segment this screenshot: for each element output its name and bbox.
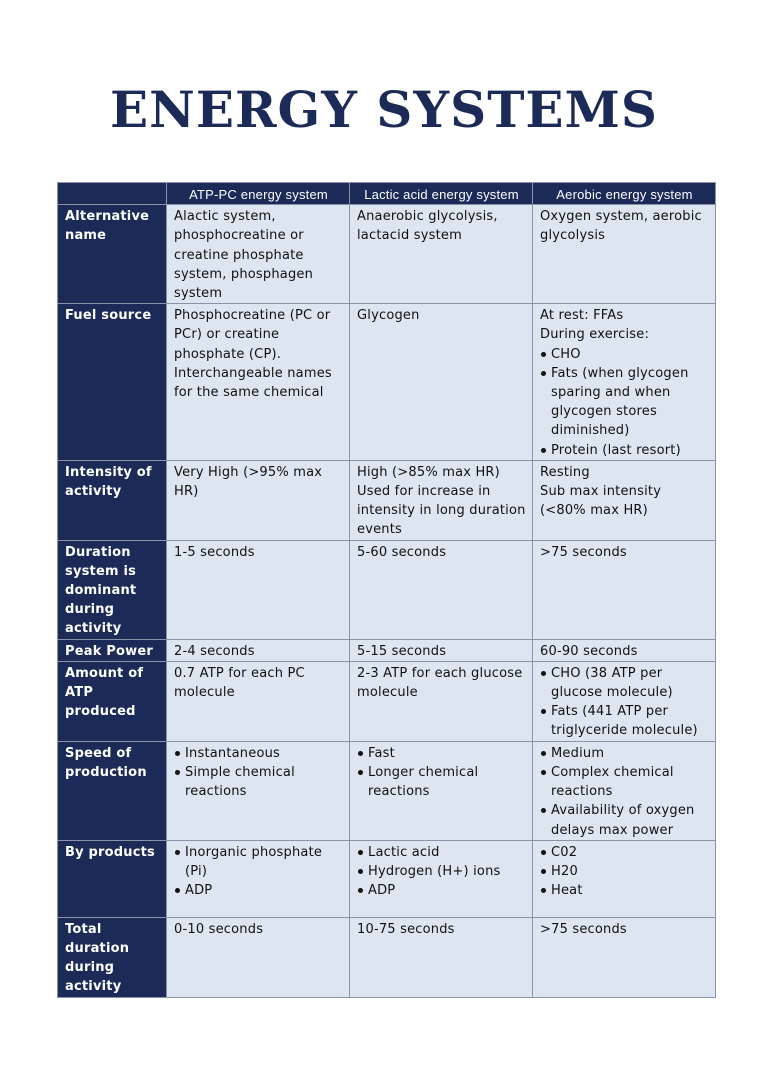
bullet-item: Lactic acid — [357, 843, 526, 862]
bullet-item: H20 — [540, 862, 709, 881]
column-header: Lactic acid energy system — [350, 183, 533, 205]
table-cell — [533, 639, 716, 661]
bullet-item: CHO (38 ATP per glucose molecule) — [540, 664, 709, 702]
table-cell — [350, 917, 533, 997]
bullet-list — [357, 843, 526, 901]
bullet-item: Instantaneous — [174, 744, 343, 763]
table-row — [58, 460, 716, 540]
row-label: By products — [58, 840, 167, 917]
table-cell — [350, 304, 533, 461]
table-cell — [533, 540, 716, 639]
cell-text: 1-5 seconds — [174, 544, 255, 560]
table-cell — [167, 460, 350, 540]
bullet-item: C02 — [540, 843, 709, 862]
column-header: ATP-PC energy system — [167, 183, 350, 205]
cell-text: Oxygen system, aerobic glycolysis — [540, 209, 702, 244]
cell-text: 2-3 ATP for each glucose molecule — [357, 665, 523, 701]
cell-text: Very High (>95% max HR) — [174, 464, 323, 500]
table-cell — [350, 540, 533, 639]
table-row — [58, 661, 716, 741]
cell-text: >75 seconds — [540, 544, 627, 560]
row-label: Duration system is dominant during activity — [58, 540, 167, 639]
cell-text: Glycogen — [357, 308, 420, 324]
cell-text: Sub max intensity (<80% max HR) — [540, 484, 662, 519]
bullet-item: Inorganic phosphate (Pi) — [174, 843, 343, 881]
cell-text: 0.7 ATP for each PC molecule — [174, 665, 305, 701]
bullet-item: Fats (when glycogen sparing and when glycogen stores diminished) — [540, 364, 709, 441]
cell-text: 5-60 seconds — [357, 544, 447, 560]
header-row — [58, 183, 716, 205]
table-cell — [533, 661, 716, 741]
energy-systems-table — [57, 182, 716, 998]
bullet-item: Longer chemical reactions — [357, 763, 526, 801]
cell-text: Used for increase in intensity in long duration events — [357, 484, 526, 538]
cell-text: 0-10 seconds — [174, 921, 264, 937]
bullet-item: Hydrogen (H+) ions — [357, 862, 526, 881]
table-cell — [167, 639, 350, 661]
row-label: Fuel source — [58, 304, 167, 461]
cell-text: 5-15 seconds — [357, 643, 447, 659]
table-cell — [167, 540, 350, 639]
row-label: Peak Power — [58, 639, 167, 661]
table-cell — [167, 205, 350, 304]
bullet-list — [357, 744, 526, 802]
bullet-list — [540, 744, 709, 840]
table-cell — [350, 741, 533, 840]
table-cell — [533, 460, 716, 540]
bullet-item: ADP — [357, 881, 526, 900]
table-row — [58, 639, 716, 661]
table-row — [58, 840, 716, 917]
cell-text: Anaerobic glycolysis, lactacid system — [357, 209, 498, 244]
header-corner — [58, 183, 167, 205]
row-label: Total duration during activity — [58, 917, 167, 997]
bullet-item: Fats (441 ATP per triglyceride molecule) — [540, 702, 709, 740]
page-title: ENERGY SYSTEMS — [110, 80, 658, 139]
cell-text: During exercise: — [540, 327, 650, 343]
table-row — [58, 741, 716, 840]
bullet-list — [540, 843, 709, 901]
bullet-list — [174, 744, 343, 802]
table-row — [58, 205, 716, 304]
bullet-item: ADP — [174, 881, 343, 900]
table-row — [58, 304, 716, 461]
table-row — [58, 917, 716, 997]
cell-text: >75 seconds — [540, 921, 627, 937]
table-cell — [350, 205, 533, 304]
row-label: Speed of production — [58, 741, 167, 840]
cell-text: 2-4 seconds — [174, 643, 255, 659]
row-label: Intensity of activity — [58, 460, 167, 540]
cell-text: At rest: FFAs — [540, 308, 624, 324]
table-cell — [167, 304, 350, 461]
bullet-item: Heat — [540, 881, 709, 900]
bullet-item: Simple chemical reactions — [174, 763, 343, 801]
bullet-item: Complex chemical reactions — [540, 763, 709, 801]
bullet-item: Fast — [357, 744, 526, 763]
bullet-list — [540, 664, 709, 741]
table-cell — [167, 917, 350, 997]
table-cell — [167, 661, 350, 741]
table-cell — [350, 460, 533, 540]
cell-text: Resting — [540, 464, 590, 480]
cell-text: Alactic system, phosphocreatine or creatine phosphate system, phosphagen system — [174, 209, 314, 302]
table-cell — [167, 840, 350, 917]
cell-text: 10-75 seconds — [357, 921, 455, 937]
table-cell — [167, 741, 350, 840]
table-cell — [350, 639, 533, 661]
table-cell — [533, 840, 716, 917]
bullet-item: Availability of oxygen delays max power — [540, 801, 709, 839]
table-row — [58, 540, 716, 639]
bullet-item: Protein (last resort) — [540, 441, 709, 460]
table-cell — [533, 304, 716, 461]
bullet-list — [174, 843, 343, 901]
table-cell — [533, 205, 716, 304]
table-cell — [533, 741, 716, 840]
cell-text: High (>85% max HR) — [357, 464, 500, 480]
table-cell — [533, 917, 716, 997]
column-header: Aerobic energy system — [533, 183, 716, 205]
row-label: Amount of ATP produced — [58, 661, 167, 741]
bullet-item: CHO — [540, 345, 709, 364]
cell-text: 60-90 seconds — [540, 643, 638, 659]
row-label: Alternative name — [58, 205, 167, 304]
bullet-list — [540, 345, 709, 460]
table-cell — [350, 840, 533, 917]
bullet-item: Medium — [540, 744, 709, 763]
table-cell — [350, 661, 533, 741]
cell-text: Phosphocreatine (PC or PCr) or creatine phosphate (CP). Interchangeable names for the same chemical — [174, 308, 332, 401]
